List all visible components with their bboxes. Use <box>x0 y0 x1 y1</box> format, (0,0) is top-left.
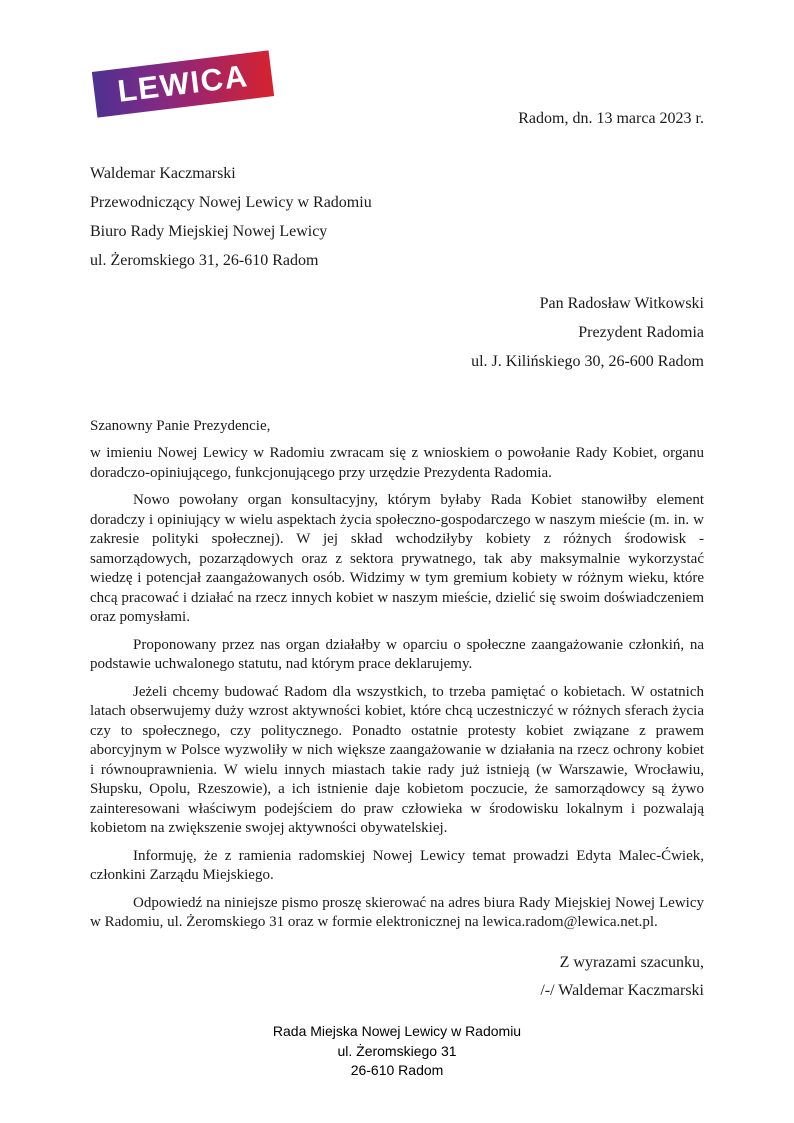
closing-block <box>90 949 704 1005</box>
footer-organization: Rada Miejska Nowej Lewicy w Radomiu <box>272 1023 522 1039</box>
lewica-logo-text: LEWICA <box>115 58 251 109</box>
footer-city: 26-610 Radom <box>350 1062 444 1078</box>
recipient-block <box>90 289 704 376</box>
page-footer <box>0 1022 794 1081</box>
sender-office: Biuro Rady Miejskiej Nowej Lewicy <box>90 223 328 240</box>
recipient-title: Prezydent Radomia <box>578 324 704 341</box>
recipient-address: ul. J. Kilińskiego 30, 26-600 Radom <box>471 353 704 370</box>
closing-signature-line: /-/ Waldemar Kaczmarski <box>540 981 704 999</box>
body-paragraph-6: Odpowiedź na niniejsze pismo proszę skierować na adres biura Rady Miejskiej Nowej Lewicy w Radomiu, ul. Żeromskiego 31 oraz w formie elektronicznej na lewica.radom@lewica.net.pl. <box>90 894 704 930</box>
sender-block <box>90 159 704 275</box>
letter-content <box>90 0 704 1005</box>
sender-name: Waldemar Kaczmarski <box>90 165 236 182</box>
date-line: Radom, dn. 13 marca 2023 r. <box>518 110 704 127</box>
sender-title: Przewodniczący Nowej Lewicy w Radomiu <box>90 194 372 211</box>
sender-address: ul. Żeromskiego 31, 26-610 Radom <box>90 252 319 269</box>
closing-respect-line: Z wyrazami szacunku, <box>559 953 704 971</box>
body-paragraph-3: Proponowany przez nas organ działałby w oparciu o społeczne zaangażowanie członkiń, na podstawie uchwalonego statutu, nad którym prace deklarujemy. <box>90 636 704 672</box>
body-paragraph-4: Jeżeli chcemy budować Radom dla wszystkich, to trzeba pamiętać o kobietach. W ostatnich latach obserwujemy duży wzrost aktywności kobiet, które chcą uczestniczyć w różnych sferach życia czy to społecznego, czy politycznego. Ponadto ostatnie protesty kobiet związane z prawem aborcyjnym w Polsce wyzwoliły w nich większe zaangażowanie w działania na rzecz ochrony kobiet i równouprawnienia. W wielu innych miastach takie rady już istnieją (w Warszawie, Wrocławiu, Słupsku, Opolu, Rzeszowie), a ich istnienie daje kobietom poczucie, że samorządowcy są żywo zainteresowani właściwym podejściem do praw człowieka w środowisku lokalnym i pozwalają kobietom na zwiększenie swojej aktywności obywatelskiej. <box>90 683 704 836</box>
recipient-name: Pan Radosław Witkowski <box>539 295 704 312</box>
footer-street: ul. Żeromskiego 31 <box>337 1042 457 1059</box>
body-paragraph-2: Nowo powołany organ konsultacyjny, którym byłaby Rada Kobiet stanowiłby element doradczy i opiniujący w wielu aspektach życia społeczno-gospodarczego w naszym mieście (m. in. w zakresie polityki społecznej). W jej skład wchodziłyby kobiety z różnych środowisk - samorządowych, pozarządowych oraz z sektora prywatnego, tak aby maksymalnie wykorzystać wiedzę i potencjał zaangażowanych osób. Widzimy w tym gremium kobiety w różnym wieku, które chcą pracować i działać na rzecz innych kobiet w naszym mieście, dzielić się swoim doświadczeniem oraz pomysłami. <box>90 492 704 625</box>
body-paragraph-1: w imieniu Nowej Lewicy w Radomiu zwracam się z wnioskiem o powołanie Rady Kobiet, organu doradczo-opiniującego, funkcjonującego przy urzędzie Prezydenta Radomia. <box>90 445 704 481</box>
salutation: Szanowny Panie Prezydencie, <box>90 418 271 434</box>
body-paragraph-5: Informuję, że z ramienia radomskiej Nowej Lewicy temat prowadzi Edyta Malec-Ćwiek, członkini Zarządu Miejskiego. <box>90 847 704 883</box>
